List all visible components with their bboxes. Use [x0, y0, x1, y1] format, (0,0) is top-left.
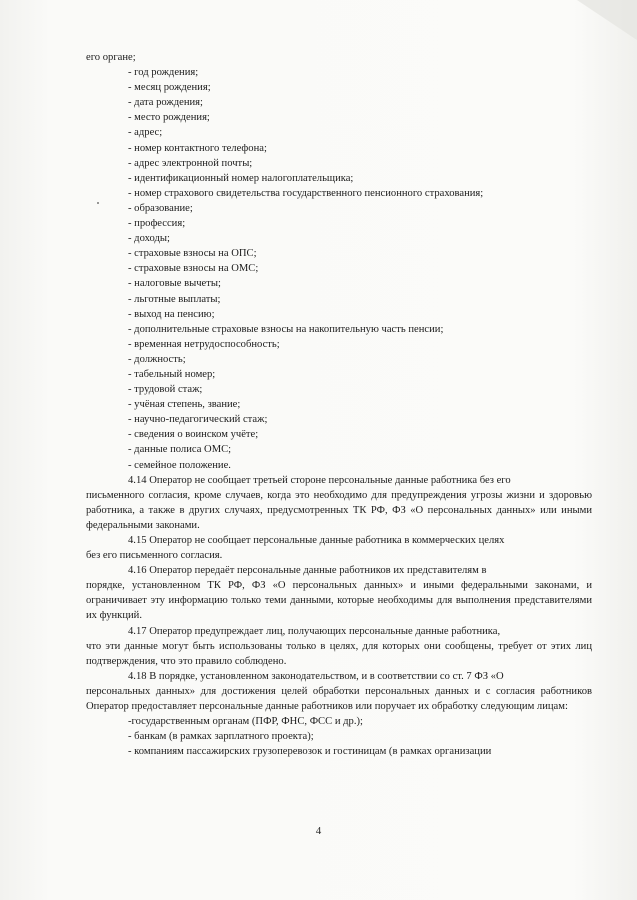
list-item: - дополнительные страховые взносы на накопительную часть пенсии;: [128, 323, 444, 335]
list-item: - временная нетрудоспособность;: [128, 338, 280, 350]
paragraph-first-line: 4.17 Оператор предупреждает лиц, получающих персональные данные работника,: [128, 625, 501, 637]
paragraph-continuation: что эти данные могут быть использованы только в целях, для которых они сообщены, требует от этих лиц подтверждения, что это правило соблюдено.: [86, 640, 592, 667]
list-item: - учёная степень, звание;: [128, 399, 241, 411]
paragraph-4-14: [86, 473, 592, 533]
list-item: - данные полиса ОМС;: [128, 444, 232, 456]
paragraph-4-15: [86, 533, 592, 563]
list-item: - семейное положение.: [128, 459, 231, 471]
list-item: - идентификационный номер налогоплательщика;: [128, 172, 354, 184]
document-body: [86, 50, 592, 759]
list-item: - номер контактного телефона;: [128, 142, 267, 154]
list-item: - год рождения;: [128, 67, 199, 79]
list-item: - место рождения;: [128, 112, 210, 124]
paragraph-continuation: порядке, установленном ТК РФ, ФЗ «О персональных данных» и иными федеральными законами, и ограничивает эту информацию только теми данными, которые необходимы для выполнения представителями их функций.: [86, 580, 592, 622]
list-item: - страховые взносы на ОПС;: [128, 248, 257, 260]
paragraph-first-line: 4.15 Оператор не сообщает персональные данные работника в коммерческих целях: [128, 535, 505, 546]
scan-corner-shadow: [577, 0, 637, 40]
paragraph-first-line: 4.18 В порядке, установленном законодательством, и в соответствии со ст. 7 ФЗ «О: [128, 670, 504, 682]
paragraph-continuation: без его письменного согласия.: [86, 550, 223, 562]
page-number: 4: [315, 825, 322, 837]
list-item: - табельный номер;: [128, 368, 216, 380]
list-item: - компаниям пассажирских грузоперевозок и гостиницам (в рамках организации: [128, 746, 492, 758]
list-item: - трудовой стаж;: [128, 384, 203, 396]
list-item: - налоговые вычеты;: [128, 278, 221, 290]
list-item: - дата рождения;: [128, 97, 203, 109]
list-item: - льготные выплаты;: [128, 293, 221, 305]
list-item: -государственным органам (ПФР, ФНС, ФСС и др.);: [128, 716, 363, 728]
list-item: - профессия;: [128, 218, 186, 230]
paragraph-first-line: 4.16 Оператор передаёт персональные данные работников их представителям в: [128, 565, 487, 577]
list-item: - образование;: [128, 202, 193, 214]
list-item: - доходы;: [128, 233, 170, 245]
list-item: - научно-педагогический стаж;: [128, 414, 268, 426]
paragraph-continuation: персональных данных» для достижения целей обработки персональных данных и с согласия работников Оператор предоставляет персональные данные работников или поручает их обработку следующим лицам:: [86, 685, 592, 713]
list-item: - сведения о воинском учёте;: [128, 429, 259, 441]
recipients-list: [86, 714, 592, 759]
continuation-line: его органе;: [86, 52, 136, 63]
paragraph-4-16: [86, 563, 592, 623]
list-item: - выход на пенсию;: [128, 308, 215, 320]
list-item: - адрес электронной почты;: [128, 157, 253, 169]
personal-data-list: [86, 65, 592, 473]
list-item: - банкам (в рамках зарплатного проекта);: [128, 731, 314, 743]
list-item: - месяц рождения;: [128, 82, 211, 94]
paragraph-first-line: 4.14 Оператор не сообщает третьей стороне персональные данные работника без его: [128, 474, 511, 486]
paragraph-4-18: [86, 669, 592, 714]
list-item: - должность;: [128, 353, 186, 365]
paragraph-4-17: [86, 624, 592, 669]
list-item: - страховые взносы на ОМС;: [128, 263, 259, 275]
list-item: - адрес;: [128, 127, 163, 139]
list-item: - номер страхового свидетельства государственного пенсионного страхования;: [128, 187, 484, 199]
paragraph-continuation: письменного согласия, кроме случаев, когда это необходимо для предупреждения угрозы жизни и здоровью работника, а также в других случаях, предусмотренных ТК РФ, ФЗ «О персональных данных» или иными федеральными законами.: [86, 489, 592, 531]
